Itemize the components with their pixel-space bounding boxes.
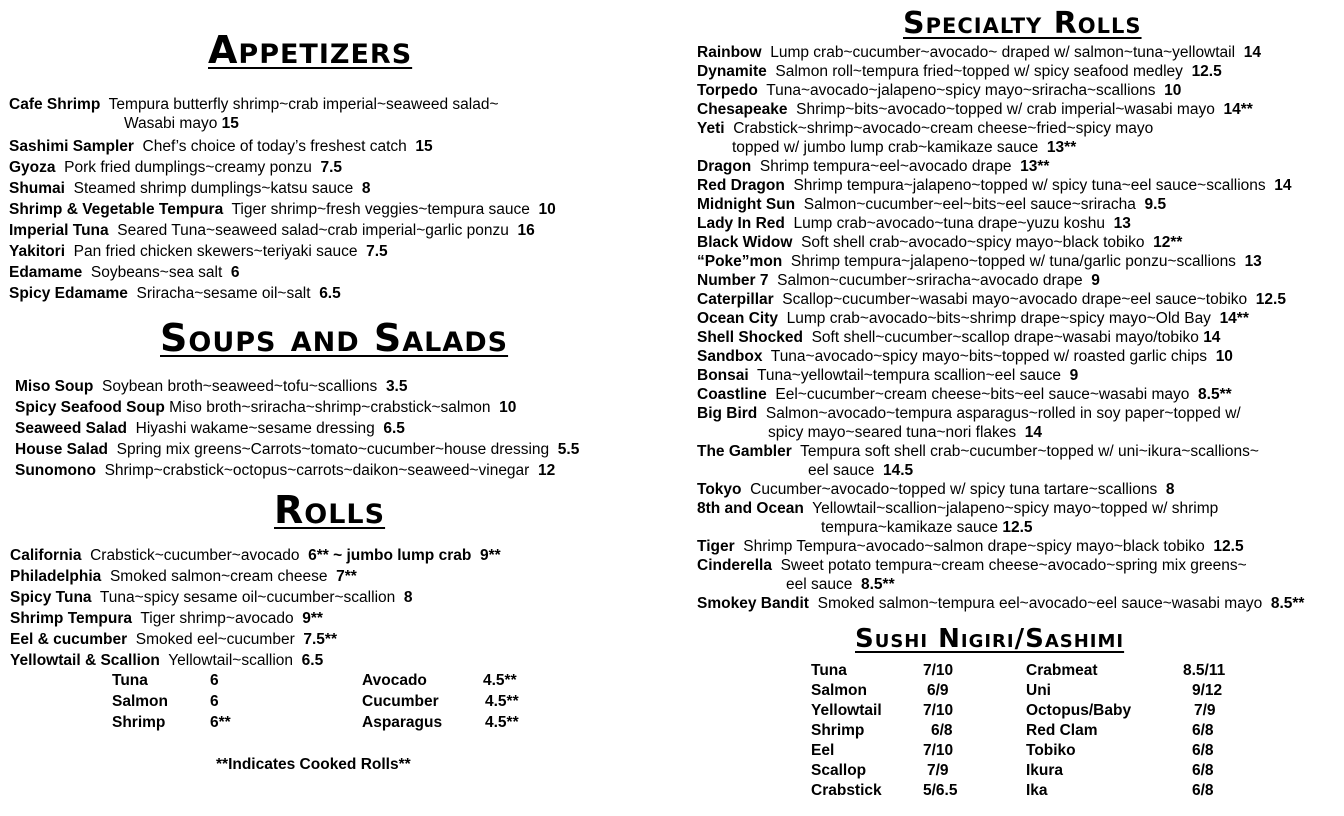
menu-item	[10, 546, 501, 565]
nigiri-price: 6/9	[927, 682, 949, 699]
item-price: 10	[1164, 82, 1182, 99]
nigiri-name: Crabstick	[811, 782, 882, 799]
item-price: 6	[230, 264, 240, 281]
item-price: 13**	[1046, 139, 1077, 156]
menu-item	[10, 588, 413, 607]
item-description-cont: topped w/ jumbo lump crab~kamikaze sauce	[732, 139, 1039, 156]
item-name: Miso Soup	[15, 378, 94, 395]
item-price: 12.5	[1191, 63, 1222, 80]
menu-item	[697, 195, 1166, 214]
small-roll-name: Asparagus	[362, 714, 443, 731]
menu-item	[697, 404, 1241, 442]
small-roll-name: Salmon	[112, 693, 168, 710]
menu-item	[10, 609, 323, 628]
menu-item	[10, 630, 337, 649]
menu-item	[697, 62, 1222, 81]
nigiri-name: Tobiko	[1026, 742, 1076, 759]
item-name: Dragon	[697, 158, 752, 175]
item-name: Ocean City	[697, 310, 778, 327]
menu-item	[9, 242, 388, 261]
item-name: Tokyo	[697, 481, 742, 498]
nigiri-price: 6/8	[1192, 722, 1214, 739]
item-name: Smokey Bandit	[697, 595, 809, 612]
item-price: 14	[1203, 329, 1221, 346]
rolls-heading: Rolls	[274, 488, 386, 532]
item-description: Shrimp~bits~avocado~topped w/ crab imperial~wasabi mayo	[796, 101, 1215, 118]
item-description: Tempura soft shell crab~cucumber~topped w/ uni~ikura~scallions~	[800, 443, 1259, 460]
menu-item	[697, 290, 1286, 309]
item-price: 9	[1069, 367, 1079, 384]
item-name: Sandbox	[697, 348, 763, 365]
nigiri-price: 5/6.5	[923, 782, 958, 799]
menu-item	[697, 594, 1304, 613]
item-name: Rainbow	[697, 44, 762, 61]
item-name: Spicy Edamame	[9, 285, 128, 302]
small-roll-price: 4.5**	[485, 714, 519, 731]
small-roll-price: 6**	[210, 714, 231, 731]
item-price: 6.5	[383, 420, 405, 437]
item-price: 14**	[1219, 310, 1249, 327]
nigiri-name: Shrimp	[811, 722, 865, 739]
item-name: 8th and Ocean	[697, 500, 804, 517]
item-price: 14	[1274, 177, 1292, 194]
menu-item	[697, 499, 1218, 537]
item-name: Number 7	[697, 272, 769, 289]
item-name: Caterpillar	[697, 291, 774, 308]
menu-item	[697, 214, 1131, 233]
menu-item	[697, 537, 1244, 556]
item-name: House Salad	[15, 441, 109, 458]
item-description-cont: eel sauce	[786, 576, 853, 593]
menu-item	[697, 556, 1247, 594]
nigiri-name: Yellowtail	[811, 702, 882, 719]
menu-item	[697, 442, 1259, 480]
item-description: Seared Tuna~seaweed salad~crab imperial~garlic ponzu	[117, 222, 509, 239]
item-price: 14**	[1223, 101, 1253, 118]
item-description: Salmon~cucumber~sriracha~avocado drape	[777, 272, 1083, 289]
item-name: The Gambler	[697, 443, 792, 460]
menu-item	[15, 440, 579, 459]
menu-item	[697, 233, 1182, 252]
item-description: Hiyashi wakame~sesame dressing	[135, 420, 375, 437]
nigiri-name: Uni	[1026, 682, 1051, 699]
nigiri-name: Ika	[1026, 782, 1048, 799]
item-price: 5.5	[557, 441, 580, 458]
small-roll-name: Cucumber	[362, 693, 439, 710]
menu-item	[9, 284, 341, 303]
item-name: Lady In Red	[697, 215, 785, 232]
item-name: Black Widow	[697, 234, 793, 251]
menu-item	[15, 419, 405, 438]
nigiri-name: Ikura	[1026, 762, 1064, 779]
item-description: Soft shell crab~avocado~spicy mayo~black tobiko	[801, 234, 1145, 251]
item-description: Shrimp tempura~eel~avocado drape	[759, 158, 1012, 175]
item-name: California	[10, 547, 82, 564]
item-description: Shrimp tempura~jalapeno~topped w/ spicy tuna~eel sauce~scallions	[793, 177, 1266, 194]
menu-item	[697, 252, 1262, 271]
item-name: Sunomono	[15, 462, 96, 479]
item-name: Dynamite	[697, 63, 767, 80]
item-name: Torpedo	[697, 82, 758, 99]
sushi-nigiri-heading: Sushi Nigiri/Sashimi	[855, 624, 1125, 654]
menu-item	[697, 366, 1078, 385]
item-description: Pan fried chicken skewers~teriyaki sauce	[73, 243, 358, 260]
small-roll-price: 4.5**	[483, 672, 517, 689]
item-name: Red Dragon	[697, 177, 785, 194]
item-name: Spicy Tuna	[10, 589, 92, 606]
item-description-cont: eel sauce	[808, 462, 875, 479]
item-price: 10	[1215, 348, 1233, 365]
item-price: 8.5**	[860, 576, 895, 593]
menu-item	[9, 95, 499, 133]
menu-item	[9, 137, 433, 156]
item-price: 8	[403, 589, 413, 606]
item-description: Soft shell~cucumber~scallop drape~wasabi mayo/tobiko	[811, 329, 1199, 346]
item-name: Yellowtail & Scallion	[10, 652, 160, 669]
menu-item	[697, 385, 1232, 404]
item-price: 16	[517, 222, 535, 239]
menu-item	[697, 347, 1233, 366]
item-description: Cucumber~avocado~topped w/ spicy tuna tartare~scallions	[750, 481, 1158, 498]
item-description: Tempura butterfly shrimp~crab imperial~seaweed salad~	[108, 96, 499, 113]
item-name: Sashimi Sampler	[9, 138, 134, 155]
item-description: Steamed shrimp dumplings~katsu sauce	[73, 180, 354, 197]
item-name: Big Bird	[697, 405, 758, 422]
menu-item	[697, 309, 1249, 328]
item-name: Shell Shocked	[697, 329, 803, 346]
item-price: 15	[221, 115, 239, 132]
item-price: 12.5	[1002, 519, 1033, 536]
menu-item	[10, 651, 323, 670]
item-description: Lump crab~avocado~bits~shrimp drape~spicy mayo~Old Bay	[786, 310, 1211, 327]
item-price: 14	[1243, 44, 1261, 61]
item-price: 6.5	[319, 285, 341, 302]
cooked-rolls-footnote: **Indicates Cooked Rolls**	[216, 756, 411, 773]
menu-item	[697, 176, 1292, 195]
item-description: Tuna~avocado~spicy mayo~bits~topped w/ roasted garlic chips	[770, 348, 1208, 365]
appetizers-heading: Appetizers	[208, 28, 413, 72]
nigiri-price: 6/8	[1192, 762, 1214, 779]
item-description: Scallop~cucumber~wasabi mayo~avocado drape~eel sauce~tobiko	[782, 291, 1248, 308]
nigiri-name: Scallop	[811, 762, 867, 779]
nigiri-price: 8.5/11	[1183, 662, 1226, 679]
item-description: Crabstick~shrimp~avocado~cream cheese~fried~spicy mayo	[733, 120, 1154, 137]
nigiri-name: Salmon	[811, 682, 867, 699]
menu-item	[9, 158, 342, 177]
item-name: Edamame	[9, 264, 83, 281]
item-price: 12.5	[1255, 291, 1286, 308]
item-description: Sriracha~sesame oil~salt	[136, 285, 311, 302]
small-roll-name: Avocado	[362, 672, 427, 689]
item-name: Chesapeake	[697, 101, 788, 118]
item-name: Shumai	[9, 180, 65, 197]
menu-item	[15, 377, 408, 396]
item-description: Tiger shrimp~fresh veggies~tempura sauce	[231, 201, 530, 218]
small-roll-price: 6	[210, 672, 219, 689]
item-description: Tuna~avocado~jalapeno~spicy mayo~sriracha~scallions	[766, 82, 1156, 99]
nigiri-price: 9/12	[1192, 682, 1223, 699]
nigiri-price: 7/10	[923, 662, 954, 679]
item-price: 8.5**	[1270, 595, 1305, 612]
item-name: Philadelphia	[10, 568, 102, 585]
menu-item	[9, 179, 370, 198]
item-price: 9**	[302, 610, 323, 627]
item-price: 13	[1113, 215, 1131, 232]
menu-item	[15, 461, 555, 480]
item-price: 12	[537, 462, 556, 479]
item-description: Shrimp~crabstick~octopus~carrots~daikon~seaweed~vinegar	[104, 462, 530, 479]
item-description: Salmon~avocado~tempura asparagus~rolled in soy paper~topped w/	[765, 405, 1241, 422]
item-name: Seaweed Salad	[15, 420, 128, 437]
item-price: 7**	[336, 568, 357, 585]
item-price: 6** ~ jumbo lump crab	[308, 547, 472, 564]
item-description: Miso broth~sriracha~shrimp~crabstick~salmon	[169, 399, 491, 416]
item-price: 9	[1091, 272, 1100, 289]
menu-item	[9, 200, 556, 219]
item-price: 7.5	[320, 159, 343, 176]
item-name: Coastline	[697, 386, 767, 403]
nigiri-price: 6/8	[1192, 782, 1214, 799]
item-name: Eel & cucumber	[10, 631, 128, 648]
item-description-cont: tempura~kamikaze sauce	[821, 519, 999, 536]
item-price: 3.5	[385, 378, 408, 395]
item-price: 6.5	[301, 652, 324, 669]
item-description: Yellowtail~scallion	[168, 652, 294, 669]
item-price: 8.5**	[1198, 386, 1232, 403]
item-name: “Poke”mon	[697, 253, 783, 270]
nigiri-name: Red Clam	[1026, 722, 1098, 739]
menu-item	[9, 221, 535, 240]
item-name: Midnight Sun	[697, 196, 796, 213]
item-description: Smoked salmon~tempura eel~avocado~eel sauce~wasabi mayo	[817, 595, 1263, 612]
item-description: Tuna~spicy sesame oil~cucumber~scallion	[99, 589, 396, 606]
item-description: Shrimp tempura~jalapeno~topped w/ tuna/garlic ponzu~scallions	[790, 253, 1236, 270]
item-description: Salmon~cucumber~eel~bits~eel sauce~sriracha	[803, 196, 1136, 213]
item-description: Sweet potato tempura~cream cheese~avocado~spring mix greens~	[780, 557, 1247, 574]
item-description-cont: spicy mayo~seared tuna~nori flakes	[768, 424, 1017, 441]
item-description: Eel~cucumber~cream cheese~bits~eel sauce~wasabi mayo	[775, 386, 1190, 403]
item-description: Pork fried dumplings~creamy ponzu	[64, 159, 312, 176]
item-price: 15	[415, 138, 433, 155]
item-price-alt: 9**	[479, 547, 501, 564]
small-roll-price: 6	[210, 693, 219, 710]
item-name: Imperial Tuna	[9, 222, 109, 239]
item-price: 10	[538, 201, 556, 218]
item-description: Lump crab~cucumber~avocado~ draped w/ salmon~tuna~yellowtail	[770, 44, 1236, 61]
item-description: Spring mix greens~Carrots~tomato~cucumber~house dressing	[116, 441, 550, 458]
item-name: Spicy Seafood Soup	[15, 399, 165, 416]
menu-item	[697, 271, 1100, 290]
item-description: Chef’s choice of today’s freshest catch	[142, 138, 407, 155]
item-price: 13**	[1020, 158, 1050, 175]
item-name: Yakitori	[9, 243, 65, 260]
item-price: 14.5	[882, 462, 914, 479]
item-description-cont: Wasabi mayo	[124, 115, 218, 132]
item-description: Soybeans~sea salt	[90, 264, 223, 281]
item-name: Tiger	[697, 538, 735, 555]
item-description: Lump crab~avocado~tuna drape~yuzu koshu	[793, 215, 1105, 232]
small-roll-price: 4.5**	[485, 693, 519, 710]
item-price: 12.5	[1213, 538, 1244, 555]
specialty-rolls-heading: Specialty Rolls	[903, 6, 1142, 41]
menu-item	[697, 157, 1049, 176]
menu-item	[697, 81, 1181, 100]
item-description: Smoked eel~cucumber	[135, 631, 295, 648]
nigiri-name: Crabmeat	[1026, 662, 1098, 679]
small-roll-name: Tuna	[112, 672, 148, 689]
nigiri-name: Octopus/Baby	[1026, 702, 1132, 719]
menu-item	[697, 100, 1253, 119]
item-description: Yellowtail~scallion~jalapeno~spicy mayo~topped w/ shrimp	[812, 500, 1219, 517]
item-description: Shrimp Tempura~avocado~salmon drape~spicy mayo~black tobiko	[743, 538, 1205, 555]
menu-item	[697, 43, 1261, 62]
nigiri-name: Eel	[811, 742, 835, 759]
item-name: Yeti	[697, 120, 725, 137]
item-price: 7.5	[366, 243, 388, 260]
item-name: Shrimp Tempura	[10, 610, 133, 627]
nigiri-price: 6/8	[931, 722, 953, 739]
item-description: Smoked salmon~cream cheese	[109, 568, 328, 585]
item-name: Cinderella	[697, 557, 772, 574]
menu-item	[697, 480, 1175, 499]
item-name: Cafe Shrimp	[9, 96, 101, 113]
menu-item	[697, 328, 1220, 347]
item-description: Crabstick~cucumber~avocado	[90, 547, 300, 564]
item-description: Tiger shrimp~avocado	[140, 610, 294, 627]
nigiri-price: 7/10	[923, 702, 954, 719]
item-price: 7.5**	[303, 631, 337, 648]
item-description: Soybean broth~seaweed~tofu~scallions	[101, 378, 378, 395]
menu-item	[9, 263, 240, 282]
item-price: 14	[1024, 424, 1043, 441]
nigiri-price: 7/9	[927, 762, 949, 779]
soups-salads-heading: Soups and Salads	[160, 316, 509, 360]
small-roll-name: Shrimp	[112, 714, 166, 731]
item-description: Salmon roll~tempura fried~topped w/ spicy seafood medley	[775, 63, 1183, 80]
nigiri-name: Tuna	[811, 662, 847, 679]
item-name: Bonsai	[697, 367, 749, 384]
menu-item	[697, 119, 1153, 157]
item-price: 8	[1165, 481, 1175, 498]
item-price: 12**	[1153, 234, 1183, 251]
nigiri-price: 6/8	[1192, 742, 1214, 759]
menu-item	[10, 567, 357, 586]
item-price: 10	[499, 399, 517, 416]
nigiri-price: 7/10	[923, 742, 954, 759]
item-price: 13	[1244, 253, 1262, 270]
item-name: Shrimp & Vegetable Tempura	[9, 201, 224, 218]
item-name: Gyoza	[9, 159, 56, 176]
item-price: 9.5	[1144, 196, 1167, 213]
nigiri-price: 7/9	[1194, 702, 1216, 719]
menu-item	[15, 398, 516, 417]
item-description: Tuna~yellowtail~tempura scallion~eel sauce	[757, 367, 1062, 384]
item-price: 8	[361, 180, 371, 197]
